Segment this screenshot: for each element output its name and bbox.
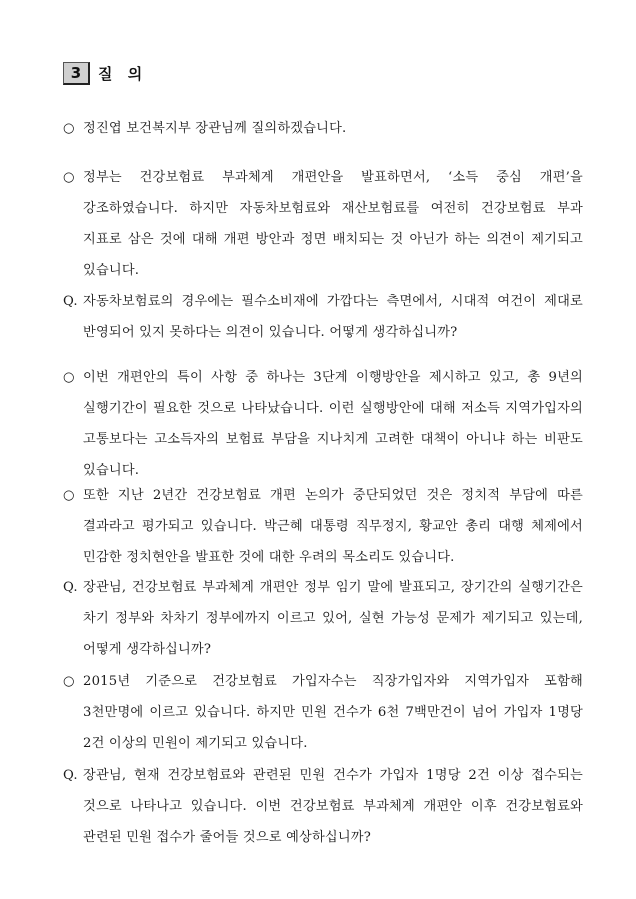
- question-marker: Q.: [63, 294, 78, 309]
- item-text: 자동차보험료의 경우에는 필수소비재에 가깝다는 측면에서, 시대적 여건이 제대로 반영되어 있지 못하다는 의견이 있습니다. 어떻게 생각하십니까?: [83, 294, 583, 340]
- statement-item: [63, 480, 583, 573]
- question-item: [63, 572, 583, 665]
- question-marker: Q.: [63, 580, 78, 595]
- item-text: 장관님, 건강보험료 부과체계 개편안 정부 임기 말에 발표되고, 장기간의 실행기간은 차기 정부와 차차기 정부에까지 이르고 있어, 실현 가능성 문제가 제기되고 있는데, 어떻게 생각하십니까?: [83, 580, 583, 657]
- question-item: [63, 286, 583, 348]
- item-text: 또한 지난 2년간 건강보험료 개편 논의가 중단되었던 것은 정치적 부담에 따른 결과라고 평가되고 있습니다. 박근혜 대통령 직무정지, 황교안 총리 대행 체제에서 민감한 정치현안을 발표한 것에 대한 우려의 목소리도 있습니다.: [83, 488, 583, 565]
- section-title: 질 의: [98, 65, 148, 83]
- circle-bullet-icon: ○: [63, 370, 75, 385]
- section-number-box: 3: [63, 62, 90, 85]
- statement-item: [63, 362, 583, 486]
- circle-bullet-icon: ○: [63, 121, 75, 136]
- section-header: [63, 62, 147, 85]
- question-item: [63, 760, 583, 853]
- item-text: 이번 개편안의 특이 사항 중 하나는 3단계 이행방안을 제시하고 있고, 총 9년의 실행기간이 필요한 것으로 나타났습니다. 이런 실행방안에 대해 저소득 지역가입자의 고통보다는 고소득자의 보험료 부담을 지나치게 고려한 대책이 아니냐 하는 비판도 있습니다.: [83, 370, 583, 478]
- item-text: 정진엽 보건복지부 장관님께 질의하겠습니다.: [83, 121, 347, 136]
- item-text: 장관님, 현재 건강보험료와 관련된 민원 건수가 가입자 1명당 2건 이상 접수되는 것으로 나타나고 있습니다. 이번 건강보험료 부과체계 개편안 이후 건강보험료와 관련된 민원 접수가 줄어들 것으로 예상하십니까?: [83, 768, 583, 845]
- circle-bullet-icon: ○: [63, 488, 75, 503]
- question-marker: Q.: [63, 768, 78, 783]
- item-text: 정부는 건강보험료 부과체계 개편안을 발표하면서, ‘소득 중심 개편’을 강조하였습니다. 하지만 자동차보험료와 재산보험료를 여전히 건강보험료 부과 지표로 삼은 것에 대해 개편 방안과 정면 배치되는 것 아닌가 하는 의견이 제기되고 있습니다.: [83, 170, 583, 278]
- item-text: 2015년 기준으로 건강보험료 가입자수는 직장가입자와 지역가입자 포함해 3천만명에 이르고 있습니다. 하지만 민원 건수가 6천 7백만건이 넘어 가입자 1명당 2건 이상의 민원이 제기되고 있습니다.: [83, 674, 583, 751]
- circle-bullet-icon: ○: [63, 674, 75, 689]
- circle-bullet-icon: ○: [63, 170, 75, 185]
- statement-item: [63, 162, 583, 286]
- statement-item: [63, 113, 583, 144]
- statement-item: [63, 666, 583, 759]
